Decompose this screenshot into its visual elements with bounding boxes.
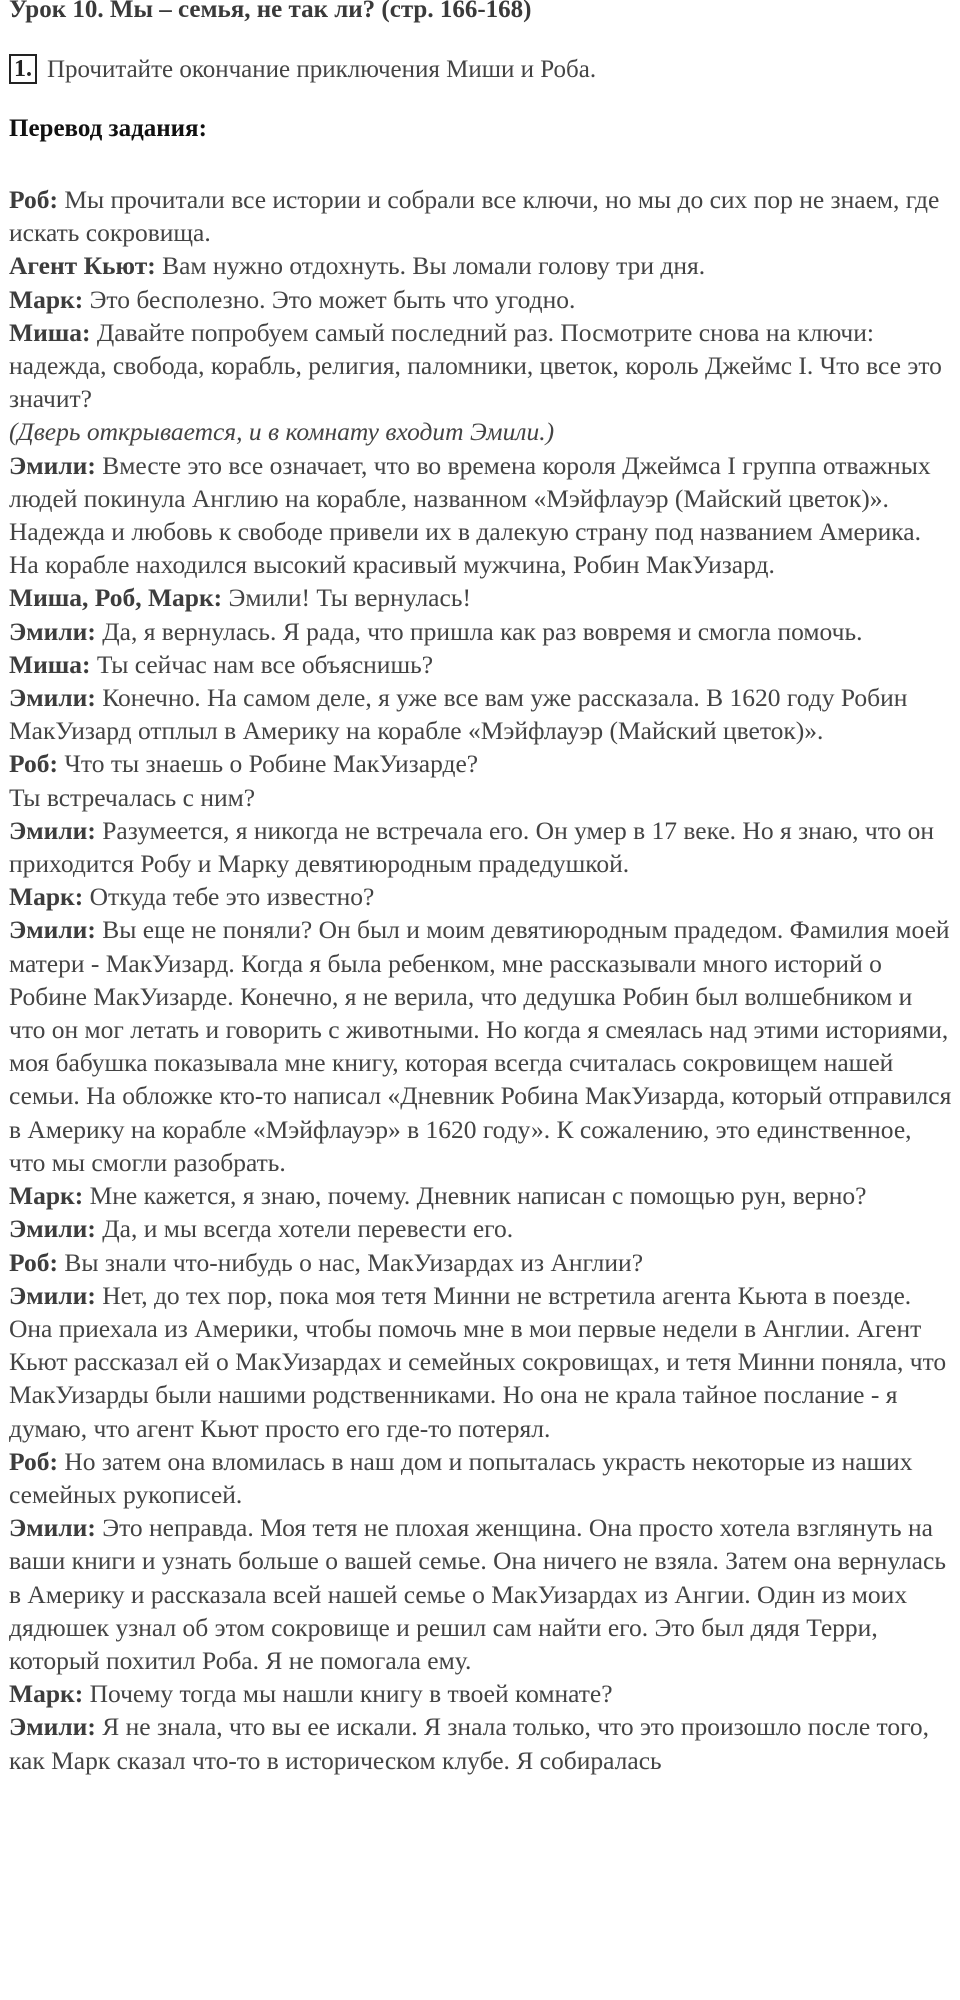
speaker-name: Роб:: [9, 1446, 58, 1476]
speech-text: Да, я вернулась. Я рада, что пришла как раз вовремя и смогла помочь.: [95, 616, 863, 646]
speech-text: Мы прочитали все истории и собрали все ключи, но мы до сих пор не знаем, где искать сокровища.: [9, 185, 940, 248]
speech-text: Откуда тебе это известно?: [83, 882, 375, 912]
speaker-name: Роб:: [9, 185, 58, 214]
speech-text: Это неправда. Моя тетя не плохая женщина. Она просто хотела взглянуть на ваши книги и узнать больше о вашей семье. Она ничего не взяла. Затем она вернулась в Америку и рассказала всей нашей семье о МакУизардах из Ангии. Один из моих дядюшек узнал об этом сокровище и решил сам найти его. Это был дядя Терри, который похитил Роба. Я не помогала ему.: [9, 1513, 946, 1675]
speaker-name: Эмили:: [9, 815, 96, 845]
speech-text: Ты сейчас нам все объяснишь?: [90, 649, 434, 679]
dialogue-line: [9, 1677, 954, 1710]
dialogue-line: [9, 781, 954, 814]
dialogue-line: [9, 283, 954, 316]
speech-text: Вам нужно отдохнуть. Вы ломали голову три дня.: [155, 251, 706, 281]
dialogue-line: [9, 316, 954, 416]
stage-direction: (Дверь открывается, и в комнату входит Эмили.): [9, 417, 555, 447]
dialogue-line: [9, 1511, 954, 1677]
speech-text: Я не знала, что вы ее искали. Я знала только, что это произошло после того, как Марк сказал что-то в историческом клубе. Я собиралась: [9, 1712, 930, 1775]
speech-text: Вы еще не поняли? Он был и моим девятиюродным прадедом. Фамилия моей матери - МакУизард. Когда я была ребенком, мне рассказывали много историй о Робине МакУизарде. Конечно, я не верила, что дедушка Робин был волшебником и что он мог летать и говорить с животными. Но когда я смеялась над этими историями, моя бабушка показывала мне книгу, которая всегда считалась сокровищем нашей семьи. На обложке кто-то написал «Дневник Робина МакУизарда, который отправился в Америку на корабле «Мэйфлауэр» в 1620 году». К сожалению, это единственное, что мы смогли разобрать.: [9, 915, 952, 1177]
speech-text: Мне кажется, я знаю, почему. Дневник написан с помощью рун, верно?: [83, 1181, 867, 1211]
dialogue-line: [9, 1279, 954, 1445]
lesson-title: Урок 10. Мы – семья, не так ли? (стр. 166-168): [9, 0, 532, 23]
speech-text: Эмили! Ты вернулась!: [222, 583, 471, 613]
speaker-name: Миша:: [9, 649, 91, 679]
speaker-name: Агент Кьют:: [9, 251, 156, 281]
dialogue-text: [9, 183, 954, 1777]
speech-text: Но затем она вломилась в наш дом и попыталась украсть некоторые из наших семейных рукописей.: [9, 1446, 913, 1509]
speaker-name: Марк:: [9, 1181, 84, 1211]
dialogue-line: [9, 183, 954, 249]
speech-text: Что ты знаешь о Робине МакУизарде?: [57, 749, 479, 779]
speaker-name: Марк:: [9, 1679, 84, 1709]
speech-text: Давайте попробуем самый последний раз. Посмотрите снова на ключи: надежда, свобода, корабль, религия, паломники, цветок, король Джеймс I. Что все это значит?: [9, 317, 942, 414]
dialogue-line: [9, 415, 954, 448]
dialogue-line: [9, 747, 954, 780]
speaker-name: Роб:: [9, 749, 58, 779]
speaker-name: Эмили:: [9, 1214, 96, 1244]
speech-text: Конечно. На самом деле, я уже все вам уже рассказала. В 1620 году Робин МакУизард отплыл в Америку на корабле «Мэйфлауэр (Майский цветок)».: [9, 683, 908, 746]
speech-text: Вместе это все означает, что во времена короля Джеймса I группа отважных людей покинула Англию на корабле, названном «Мэйфлауэр (Майский цветок)». Надежда и любовь к свободе привели их в далекую страну под названием Америка. На корабле находился высокий красивый мужчина, Робин МакУизард.: [9, 450, 931, 580]
speaker-name: Эмили:: [9, 683, 96, 713]
speech-text: Да, и мы всегда хотели перевести его.: [95, 1214, 514, 1244]
speech-text: Вы знали что-нибудь о нас, МакУизардах из Англии?: [57, 1247, 644, 1277]
speaker-name: Эмили:: [9, 1712, 96, 1742]
dialogue-line: [9, 581, 954, 614]
dialogue-line: [9, 681, 954, 747]
dialogue-line: [9, 1445, 954, 1511]
speaker-name: Марк:: [9, 882, 84, 912]
speaker-name: Эмили:: [9, 1513, 96, 1543]
translation-heading: Перевод задания:: [9, 115, 207, 142]
dialogue-line: [9, 615, 954, 648]
dialogue-line: [9, 880, 954, 913]
dialogue-line: [9, 249, 954, 282]
speaker-name: Миша, Роб, Марк:: [9, 583, 223, 613]
dialogue-line: [9, 1710, 954, 1776]
dialogue-line: [9, 913, 954, 1179]
task-line: [9, 50, 596, 90]
speaker-name: Роб:: [9, 1247, 58, 1277]
dialogue-line: [9, 648, 954, 681]
task-number-box: 1.: [9, 54, 37, 84]
speaker-name: Эмили:: [9, 616, 96, 646]
speech-text: Разумеется, я никогда не встречала его. Он умер в 17 веке. Но я знаю, что он приходится Робу и Марку девятиюродным прадедушкой.: [9, 815, 935, 879]
speech-text: Это бесполезно. Это может быть что угодно.: [83, 284, 576, 314]
speaker-name: Эмили:: [9, 915, 96, 945]
dialogue-line: [9, 1246, 954, 1279]
dialogue-line: [9, 449, 954, 582]
dialogue-line: [9, 1212, 954, 1245]
task-instruction: Прочитайте окончание приключения Миши и Роба.: [47, 56, 597, 83]
speaker-name: Эмили:: [9, 1280, 96, 1310]
speech-text: Нет, до тех пор, пока моя тетя Минни не встретила агента Кьюта в поезде. Она приехала из Америки, чтобы помочь мне в мои первые недели в Англии. Агент Кьют рассказал ей о МакУизардах и семейных сокровищах, и тетя Минни поняла, что МакУизарды были нашими родственниками. Но она не крала тайное послание - я думаю, что агент Кьют просто его где-то потерял.: [9, 1280, 947, 1443]
speech-text: Ты встречалась с ним?: [9, 782, 256, 812]
speaker-name: Миша:: [9, 317, 91, 347]
dialogue-line: [9, 814, 954, 880]
speaker-name: Эмили:: [9, 450, 96, 480]
speech-text: Почему тогда мы нашли книгу в твоей комнате?: [83, 1679, 613, 1709]
speaker-name: Марк:: [9, 284, 84, 314]
dialogue-line: [9, 1179, 954, 1212]
